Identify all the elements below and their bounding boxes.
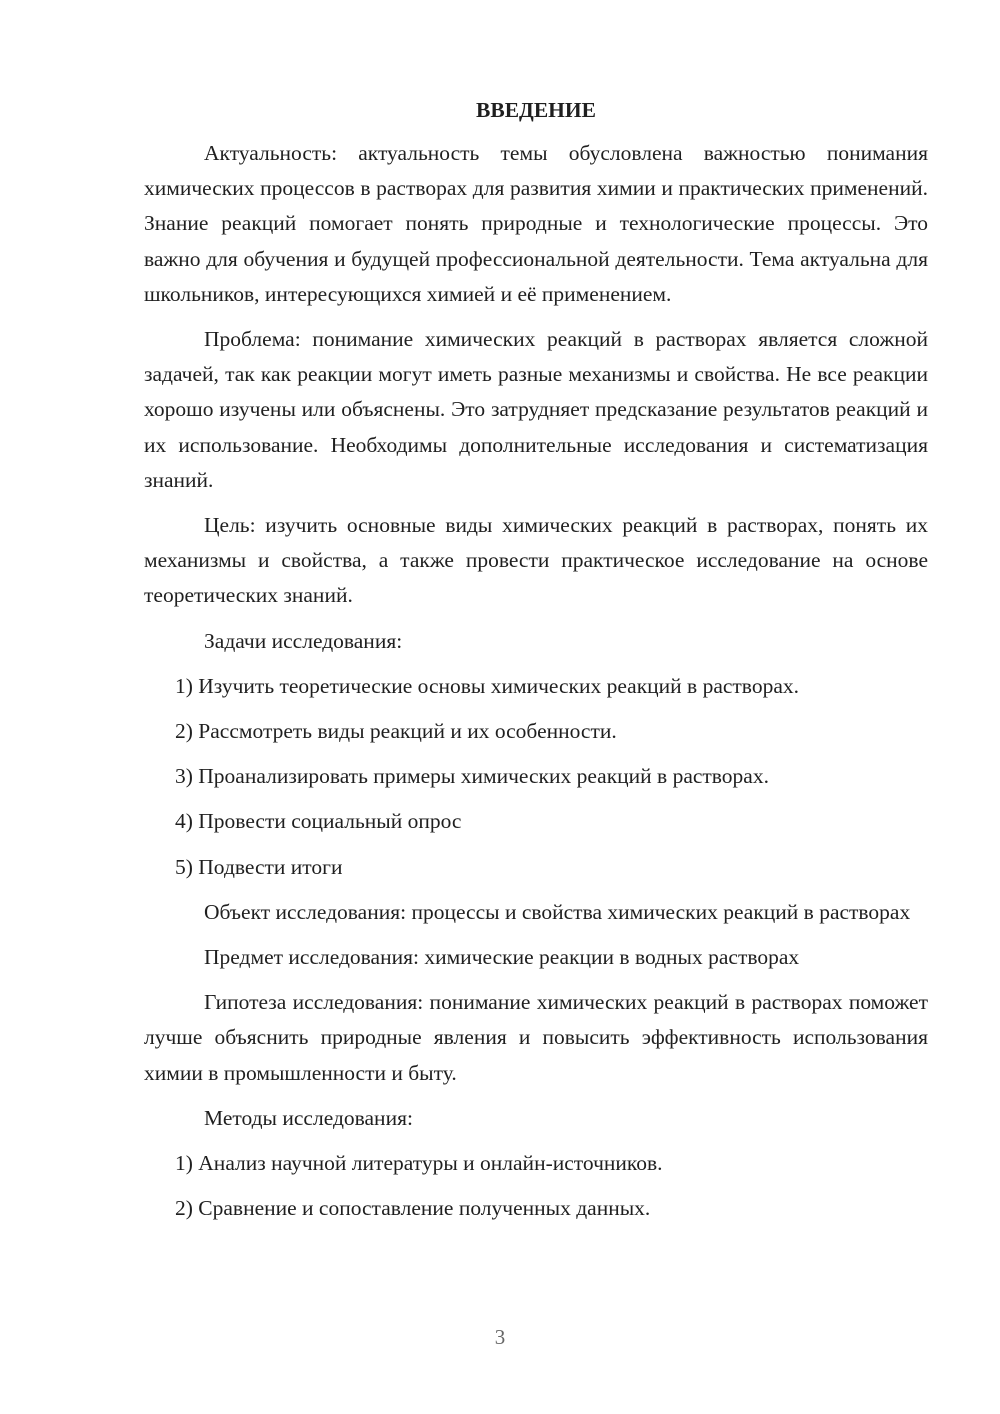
page-title: ВВЕДЕНИЕ <box>476 98 596 122</box>
task-item: 5) Подвести итоги <box>175 854 343 879</box>
task-item: 3) Проанализировать примеры химических реакций в растворах. <box>175 764 769 789</box>
object-paragraph: Объект исследования: процессы и свойства химических реакций в растворах <box>204 899 911 924</box>
task-item: 4) Провести социальный опрос <box>175 809 462 834</box>
problem-paragraph: Проблема: понимание химических реакций в растворах является сложной задачей, так как реакции могут иметь разные механизмы и свойства. Не все реакции хорошо изучены или объяснены. Это затрудняет предсказание результатов реакций и их использование. Необходимы дополнительные исследования и систематизация знаний. <box>144 327 928 492</box>
method-item: 1) Анализ научной литературы и онлайн-источников. <box>175 1151 663 1176</box>
methods-heading: Методы исследования: <box>204 1105 413 1130</box>
subject-paragraph: Предмет исследования: химические реакции в водных растворах <box>204 945 800 970</box>
task-item: 2) Рассмотреть виды реакций и их особенности. <box>175 719 617 744</box>
tasks-heading: Задачи исследования: <box>204 628 403 653</box>
method-item: 2) Сравнение и сопоставление полученных данных. <box>175 1196 651 1221</box>
document-page <box>144 92 928 1236</box>
actuality-paragraph: Актуальность: актуальность темы обусловлена важностью понимания химических процессов в растворах для развития химии и практических применений. Знание реакций помогает понять природные и технологические процессы. Это важно для обучения и будущей профессиональной деятельности. Тема актуальна для школьников, интересующихся химией и её применением. <box>144 141 928 306</box>
task-item: 1) Изучить теоретические основы химических реакций в растворах. <box>175 673 799 698</box>
hypothesis-paragraph: Гипотеза исследования: понимание химических реакций в растворах поможет лучше объяснить природные явления и повысить эффективность использования химии в промышленности и быту. <box>144 990 928 1085</box>
page-number: 3 <box>494 1325 506 1349</box>
goal-paragraph: Цель: изучить основные виды химических реакций в растворах, понять их механизмы и свойства, а также провести практическое исследование на основе теоретических знаний. <box>144 513 928 608</box>
